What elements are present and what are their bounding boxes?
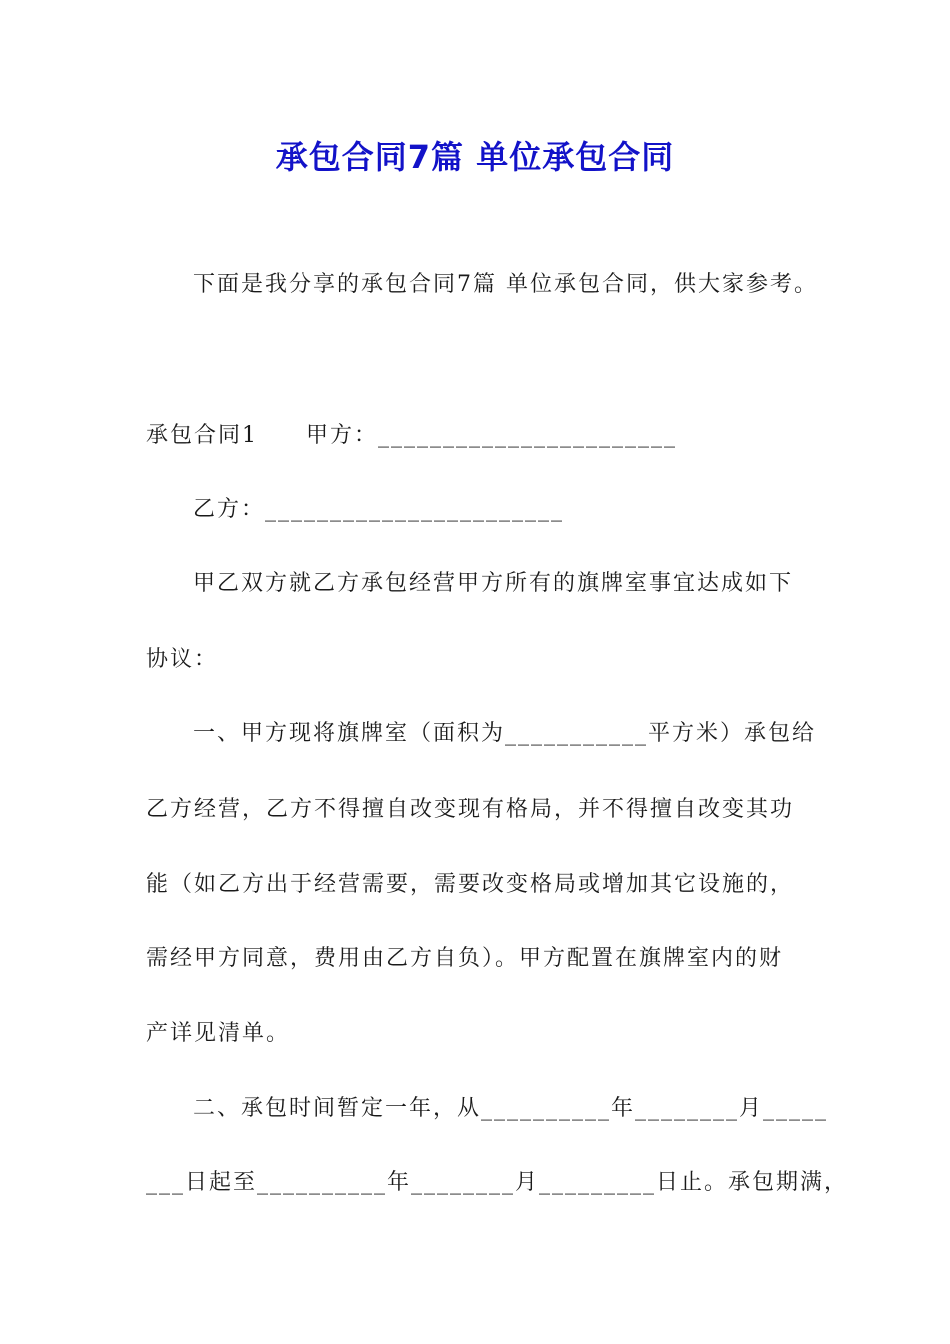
body-line: 能（如乙方出于经营需要，需要改变格局或增加其它设施的， — [146, 872, 795, 897]
body-line: 需经甲方同意，费用由乙方自负）。甲方配置在旗牌室内的财 — [146, 946, 784, 971]
intro-paragraph: 下面是我分享的承包合同7篇 单位承包合同，供大家参考。 — [193, 272, 818, 297]
body-line: 协议： — [146, 647, 219, 672]
party-b-line: 乙方：_______________________ — [193, 497, 565, 522]
document-title: 承包合同7篇 单位承包合同 — [275, 138, 675, 176]
body-line: 产详见清单。 — [146, 1021, 291, 1046]
clause-one-line: 一、甲方现将旗牌室（面积为___________平方米）承包给 — [193, 721, 817, 746]
clause-two-line: 二、承包时间暂定一年，从__________年________月_____ — [193, 1096, 829, 1121]
body-line: 乙方经营，乙方不得擅自改变现有格局，并不得擅自改变其功 — [146, 797, 795, 822]
body-line: 甲乙双方就乙方承包经营甲方所有的旗牌室事宜达成如下 — [193, 571, 794, 596]
body-line: ___日起至__________年________月_________日止。承包期满， — [146, 1170, 849, 1195]
contract-heading-party-a: 承包合同1 甲方：_______________________ — [146, 423, 677, 448]
